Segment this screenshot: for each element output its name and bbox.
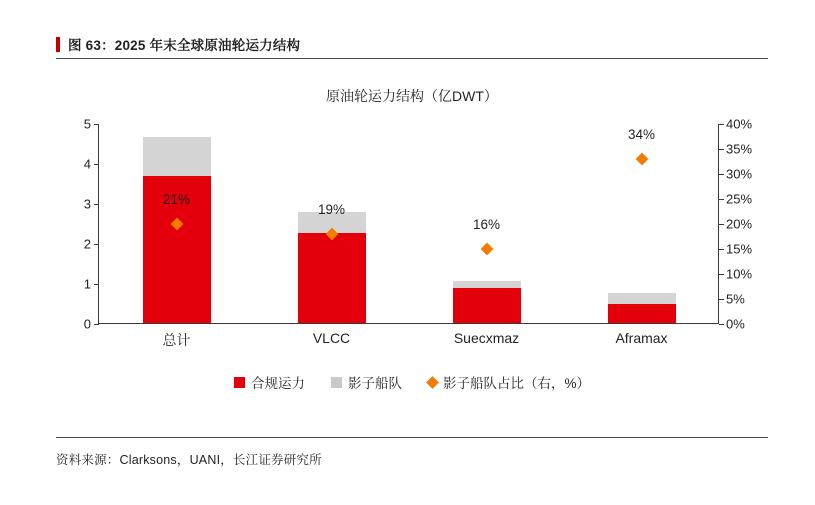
square-swatch-icon [331, 377, 342, 388]
chart-legend [56, 372, 768, 392]
bar-segment-compliant-capacity[interactable] [608, 304, 676, 323]
shadow-fleet-share-label: 19% [317, 202, 346, 217]
y-axis-right-tick-label: 35% [726, 141, 753, 157]
y-axis-left-tick-mark [94, 324, 99, 325]
bar-segment-shadow-fleet[interactable] [608, 293, 676, 304]
y-axis-right-tick-label: 0% [726, 316, 745, 332]
figure-header [56, 30, 768, 59]
y-axis-right-tick-mark [719, 299, 724, 300]
legend-item[interactable] [428, 372, 590, 392]
chart-title: 原油轮运力结构（亿DWT） [326, 88, 498, 104]
x-axis-category-label: Aframax [615, 330, 668, 346]
legend-item-label: 合规运力 [250, 376, 305, 391]
y-axis-right-tick-label: 20% [726, 216, 753, 232]
shadow-fleet-share-label: 34% [627, 127, 656, 142]
x-axis-category-label: VLCC [312, 330, 351, 346]
bar-segment-shadow-fleet[interactable] [143, 137, 211, 176]
source-note: 资料来源：Clarksons，UANI，长江证券研究所 [56, 453, 322, 467]
y-axis-right-tick-mark [719, 124, 724, 125]
x-axis-category-label: 总计 [162, 332, 191, 348]
chart-container [56, 72, 768, 412]
y-axis-right-tick-label: 25% [726, 191, 753, 207]
y-axis-right-tick-mark [719, 274, 724, 275]
y-axis-right-tick-label: 30% [726, 166, 753, 182]
y-axis-left-tick-label: 5 [83, 116, 91, 132]
right-axis-line [718, 124, 719, 324]
y-axis-right-tick-mark [719, 149, 724, 150]
y-axis-right-tick-label: 40% [726, 116, 753, 132]
y-axis-right-tick-mark [719, 324, 724, 325]
shadow-fleet-share-label: 21% [162, 192, 191, 207]
footer-divider [56, 437, 768, 468]
y-axis-left-tick-mark [94, 244, 99, 245]
y-axis-left-tick-label: 2 [83, 236, 91, 252]
bar-segment-shadow-fleet[interactable] [453, 281, 521, 288]
x-axis-category-label: Suecxmaz [453, 330, 520, 346]
y-axis-left-tick-label: 1 [83, 276, 91, 292]
y-axis-right-tick-mark [719, 174, 724, 175]
bar-segment-compliant-capacity[interactable] [453, 288, 521, 323]
legend-item-label: 影子船队占比（右，%） [442, 376, 590, 391]
accent-bar-icon [56, 37, 60, 52]
y-axis-right-tick-label: 10% [726, 266, 753, 282]
y-axis-left-tick-label: 4 [83, 156, 91, 172]
legend-item[interactable] [234, 372, 305, 392]
legend-item-label: 影子船队 [347, 376, 402, 391]
plot-area [56, 116, 768, 348]
shadow-fleet-share-marker[interactable] [635, 152, 648, 165]
diamond-swatch-icon [426, 376, 439, 389]
y-axis-left-tick-mark [94, 204, 99, 205]
y-axis-right-tick-label: 15% [726, 241, 753, 257]
y-axis-right-tick-mark [719, 224, 724, 225]
y-axis-left-tick-mark [94, 284, 99, 285]
legend-item[interactable] [331, 372, 402, 392]
y-axis-left-tick-label: 3 [83, 196, 91, 212]
y-axis-right-tick-mark [719, 199, 724, 200]
bar-group[interactable] [608, 293, 676, 323]
square-swatch-icon [234, 377, 245, 388]
y-axis-left-tick-mark [94, 124, 99, 125]
shadow-fleet-share-marker[interactable] [480, 242, 493, 255]
figure-title: 图 63：2025 年末全球原油轮运力结构 [68, 38, 301, 53]
y-axis-right-tick-mark [719, 249, 724, 250]
y-axis-left-tick-mark [94, 164, 99, 165]
bar-group[interactable] [453, 281, 521, 323]
shadow-fleet-share-label: 16% [472, 217, 501, 232]
axis-frame [83, 116, 753, 348]
y-axis-right-tick-label: 5% [726, 291, 745, 307]
y-axis-left-tick-label: 0 [83, 316, 91, 332]
bar-segment-compliant-capacity[interactable] [298, 233, 366, 323]
